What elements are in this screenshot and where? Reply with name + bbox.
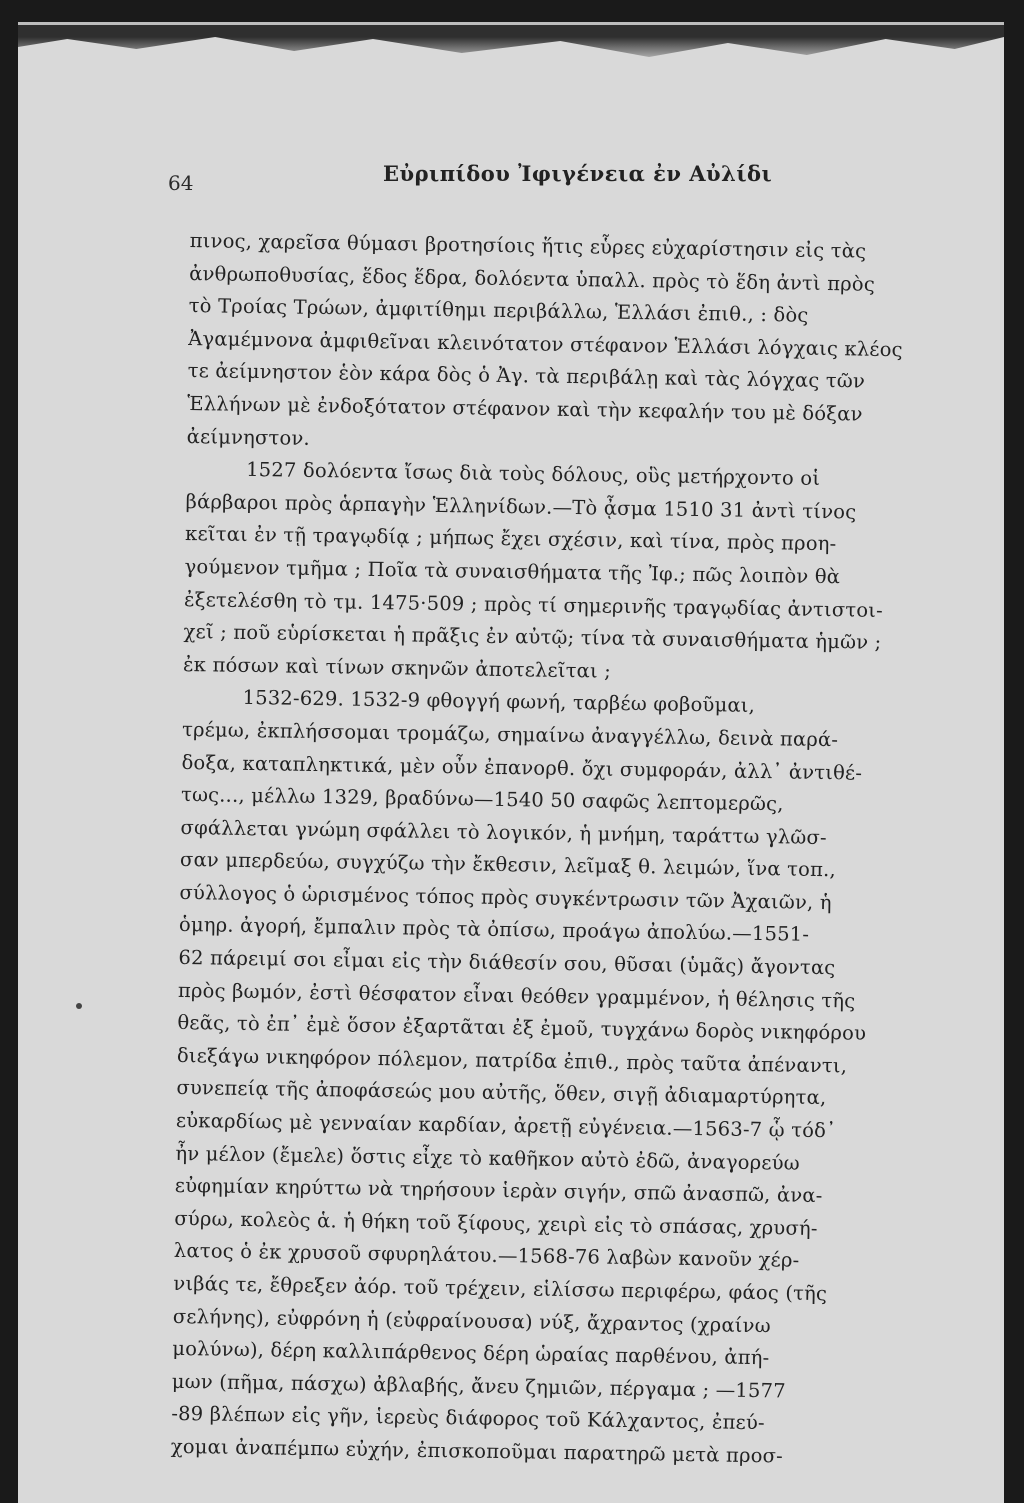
commentary-text xyxy=(171,225,1004,1476)
text-line: νιβάς τε, ἔθρεξεν ἀόρ. τοῦ τρέχειν, εἱλίσσω περιφέρω, φάος (τῆς xyxy=(173,1271,828,1306)
text-line: μων (πῆμα, πάσχω) ἀβλαβής, ἄνευ ζημιῶν, πέργαμα ; —1577 xyxy=(171,1369,787,1403)
text-line: μολύνω), δέρη καλλιπάρθενος δέρη ὡραίας παρθένου, ἀπή- xyxy=(172,1337,770,1370)
text-line: ἐκ πόσων καὶ τίνων σκηνῶν ἀποτελεῖται ; xyxy=(182,652,612,683)
text-line: -89 βλέπων εἰς γῆν, ἱερεὺς διάφορος τοῦ Κάλχαντος, ἐπεύ- xyxy=(171,1402,765,1435)
text-line: σύρω, κολεὸς ἁ. ἡ θήκη τοῦ ξίφους, χειρὶ εἰς τὸ σπάσας, χρυσή- xyxy=(174,1206,818,1240)
page-number: 64 xyxy=(168,171,194,195)
text-line: ἐξετελέσθη τὸ τμ. 1475·509 ; πρὸς τί σημερινῆς τραγῳδίας ἀντιστοι- xyxy=(183,587,884,622)
text-line: τε ἀείμνηστον ἑὸν κάρα δὸς ὁ Ἀγ. τὰ περιβάλῃ καὶ τὰς λόγχας τῶν xyxy=(187,359,866,393)
text-line: εὐφημίαν κηρύττω νὰ τηρήσουν ἱερὰν σιγήν, σπῶ ἀνασπῶ, ἀνα- xyxy=(174,1174,823,1208)
text-line: σύλλογος ὁ ὡρισμένος τόπος πρὸς συγκέντρωσιν τῶν Ἀχαιῶν, ἡ xyxy=(179,880,832,915)
text-line: τὸ Τροίας Τρώων, ἀμφιτίθημι περιβάλλω, Ἑλλάσι ἐπιθ., : δὸς xyxy=(188,294,809,327)
text-line: Ἀγαμέμνονα ἀμφιθεῖναι κλεινότατον στέφανον Ἑλλάσι λόγχαις κλέος xyxy=(188,326,903,361)
text-line: 1532-629. 1532-9 φθογγή φωνή, ταρβέω φοβοῦμαι, xyxy=(242,686,756,718)
page-header xyxy=(168,161,964,201)
text-line: συνεπείᾳ τῆς ἀποφάσεώς μου αὐτῆς, ὅθεν, σιγῇ ἀδιαμαρτύρητα, xyxy=(176,1076,827,1110)
text-line: Ἑλλήνων μὲ ἐνδοξότατον στέφανον καὶ τὴν κεφαλήν του μὲ δόξαν xyxy=(187,391,863,426)
torn-page-edge xyxy=(18,25,1004,65)
text-line: 1527 δολόεντα ἴσως διὰ τοὺς δόλους, οὓς μετήρχοντο οἱ xyxy=(245,458,821,491)
text-line: 62 πάρειμί σοι εἶμαι εἰς τὴν διάθεσίν σου, θῦσαι (ὑμᾶς) ἄγοντας xyxy=(178,945,836,980)
text-line: εὐκαρδίως μὲ γενναίαν καρδίαν, ἀρετῇ εὐγένεια.—1563-7 ᾧ τόδ᾽ xyxy=(175,1108,837,1143)
text-line: ἀείμνηστον. xyxy=(186,424,311,450)
text-line: πρὸς βωμόν, ἐστὶ θέσφατον εἶναι θεόθεν γραμμένον, ἡ θέλησις τῆς xyxy=(177,978,856,1013)
text-line: πινος, χαρεῖσα θύμασι βροτησίοις ἥτις εὗρες εὐχαρίστησιν εἰς τὰς xyxy=(189,228,867,263)
text-line: λατος ὁ ἐκ χρυσοῦ σφυρηλάτου.—1568-76 λαβὼν κανοῦν χέρ- xyxy=(173,1239,800,1273)
text-line: χομαι ἀναπέμπω εὐχήν, ἐπισκοποῦμαι παρατηρῶ μετὰ προσ- xyxy=(170,1434,784,1468)
text-line: διεξάγω νικηφόρον πόλεμον, πατρίδα ἐπιθ., πρὸς ταῦτα ἀπέναντι, xyxy=(176,1043,848,1078)
text-line: ὁμηρ. ἀγορή, ἔμπαλιν πρὸς τὰ ὀπίσω, προάγω ἀπολύω.—1551- xyxy=(178,913,810,947)
text-line: τως..., μέλλω 1329, βραδύνω—1540 50 σαφῶς λεπτομερῶς, xyxy=(180,783,784,816)
text-line: χεῖ ; ποῦ εὑρίσκεται ἡ πρᾶξις ἐν αὐτῷ; τίνα τὰ συναισθήματα ἡμῶν ; xyxy=(183,620,882,655)
book-page xyxy=(18,22,1004,1503)
text-line: βάρβαροι πρὸς ἁρπαγὴν Ἑλληνίδων.—Τὸ ᾆσμα 1510 31 ἀντὶ τίνος xyxy=(185,489,857,524)
running-title: Εὐριπίδου Ἰφιγένεια ἐν Αὐλίδι xyxy=(383,161,773,186)
text-line: σαν μπερδεύω, συγχύζω τὴν ἔκθεσιν, λεῖμαξ θ. λειμών, ἵνα τοπ., xyxy=(179,848,837,882)
text-line: κεῖται ἐν τῇ τραγῳδίᾳ ; μήπως ἔχει σχέσιν, καὶ τίνα, πρὸς προη- xyxy=(184,522,837,556)
text-line: σελήνης), εὐφρόνη ἡ (εὐφραίνουσα) νύξ, ἄχραντος (χραίνω xyxy=(172,1304,771,1337)
text-line: σφάλλεται γνώμη σφάλλει τὸ λογικόν, ἡ μνήμη, ταράττω γλῶσ- xyxy=(180,815,827,849)
text-line: θεᾶς, τὸ ἐπ᾽ ἐμὲ ὅσον ἐξαρτᾶται ἐξ ἐμοῦ, τυγχάνω δορὸς νικηφόρου xyxy=(177,1011,867,1045)
text-line: τρέμω, ἐκπλήσσομαι τρομάζω, σημαίνω ἀναγγέλλω, δεινὰ παρά- xyxy=(181,717,839,752)
text-line: δοξα, καταπληκτικά, μὲν οὖν ἐπανορθ. ὄχι συμφοράν, ἀλλ᾽ ἀντιθέ- xyxy=(181,750,863,785)
text-line: γούμενον τμῆμα ; Ποῖα τὰ συναισθήματα τῆς Ἰφ.; πῶς λοιπὸν θὰ xyxy=(184,554,841,589)
text-line: ἦν μέλον (ἔμελε) ὅστις εἶχε τὸ καθῆκον αὐτὸ ἐδῶ, ἀναγορεύω xyxy=(175,1141,801,1175)
margin-dot xyxy=(76,1003,82,1009)
text-line: ἀνθρωποθυσίας, ἕδος ἕδρα, δολόεντα ὑπαλλ. πρὸς τὸ ἕδη ἀντὶ πρὸς xyxy=(189,261,876,296)
